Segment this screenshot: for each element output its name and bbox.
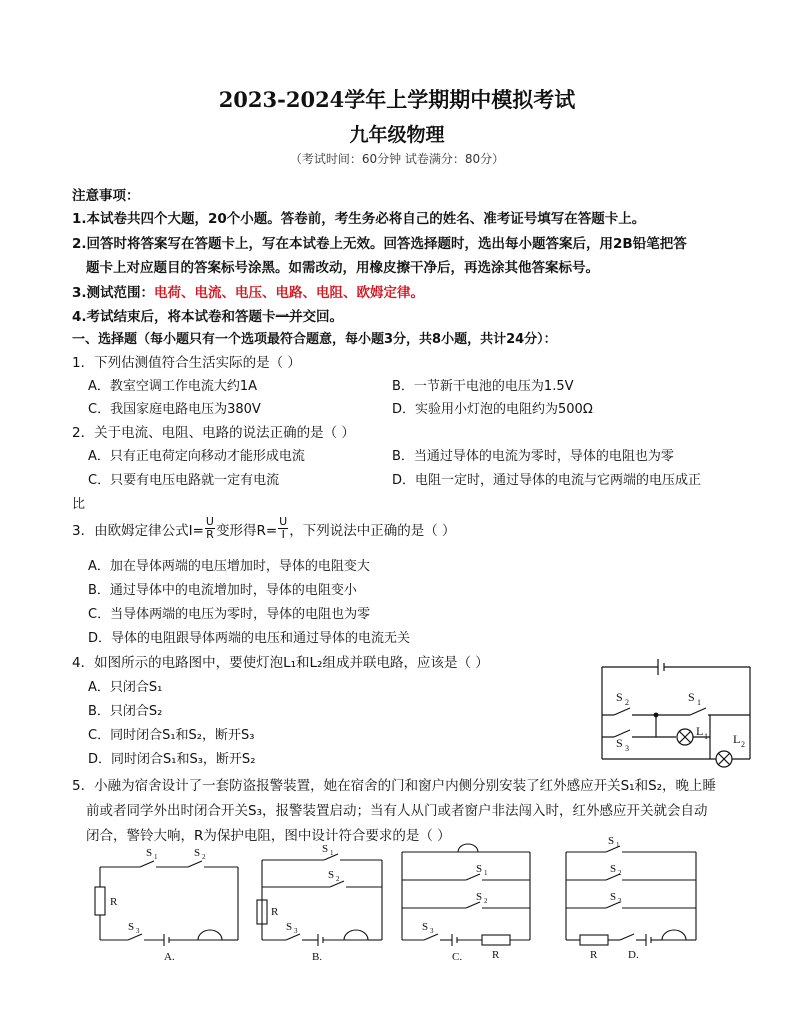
- fraction-2-denominator: I: [281, 528, 285, 541]
- fraction-1-denominator: R: [206, 528, 214, 541]
- q3-option-c: C．当导体两端的电压为零时，导体的电阻也为零: [88, 607, 371, 622]
- fig-a-s3: S: [128, 921, 135, 933]
- q4-option-a: A．只闭合S₁: [88, 680, 163, 695]
- fig-d-label: D.: [628, 949, 639, 961]
- fig-b-s1-sub: 1: [330, 849, 334, 857]
- q5-line-1: 5．小融为宿舍设计了一套防盗报警装置，她在宿舍的门和窗户内侧分别安装了红外感应开关S₁和S₂，晚上睡: [72, 778, 717, 794]
- notice-item-3: [72, 281, 424, 301]
- fig-b-s3-sub: 3: [294, 927, 298, 935]
- notice-item-4-start: 4.考试结束后，将本试卷和答题卡: [72, 309, 276, 325]
- q5-line-2: 前或者同学外出时闭合开关S₃，报警装置启动；当有人从门或者窗户非法闯入时，红外感应开关就会自动: [86, 803, 708, 819]
- fig-b-s1: S: [322, 843, 329, 855]
- label-s2: S: [616, 690, 623, 704]
- q2-option-d: D．电阻一定时，通过导体的电流与它两端的电压成正: [392, 473, 702, 488]
- q2-stem: 2．关于电流、电阻、电路的说法正确的是（ ）: [72, 425, 355, 441]
- label-s3-sub: 3: [625, 744, 629, 753]
- q3-stem-mid: 变形得R=: [215, 522, 278, 539]
- section-heading: 一、选择题（每小题只有一个选项最符合题意，每小题3分，共8小题，共计24分）：: [72, 332, 557, 347]
- fraction-1-numerator: U: [205, 515, 214, 528]
- fig-d-s2-sub: 2: [618, 869, 622, 877]
- ohm-fraction-2: [278, 516, 288, 541]
- figure-d: [566, 846, 696, 946]
- fig-b-s2-sub: 2: [336, 875, 340, 883]
- exam-subject: 九年级物理: [349, 124, 445, 146]
- q3-option-a: A．加在导体两端的电压增加时，导体的电阻变大: [88, 559, 370, 574]
- figure-b: [257, 854, 382, 946]
- fig-c-s2: S: [476, 891, 483, 903]
- fig-b-s2: S: [328, 869, 335, 881]
- exam-title: 2023-2024学年上学期期中模拟考试: [218, 87, 576, 112]
- fig-a-r: R: [110, 896, 118, 908]
- q1-option-c: C．我国家庭电路电压为380V: [88, 402, 261, 417]
- q3-option-d: D．导体的电阻跟导体两端的电压和通过导体的电流无关: [88, 631, 411, 646]
- label-l2-sub: 2: [741, 740, 745, 749]
- fig-a-s2: S: [194, 847, 201, 859]
- fig-c-label: C.: [452, 951, 463, 963]
- fig-d-s3-sub: 3: [618, 897, 622, 905]
- fig-a-s1: S: [146, 847, 153, 859]
- label-s1: S: [688, 690, 695, 704]
- label-l1-sub: 1: [704, 732, 708, 741]
- label-l1: L: [696, 724, 704, 738]
- exam-info: （考试时间：60分钟 试卷满分：80分）: [289, 152, 505, 166]
- q4-stem: 4．如图所示的电路图中，要使灯泡L₁和L₂组成并联电路，应该是（ ）: [72, 655, 489, 671]
- q4-option-c: C．同时闭合S₁和S₂，断开S₃: [88, 728, 255, 743]
- q2-option-a: A．只有正电荷定向移动才能形成电流: [88, 449, 305, 464]
- fig-c-s3-sub: 3: [430, 927, 434, 935]
- q4-circuit-diagram: [590, 655, 760, 775]
- fig-a-s3-sub: 3: [136, 927, 140, 935]
- fig-c-s3: S: [422, 921, 429, 933]
- fig-a-s2-sub: 2: [202, 853, 206, 861]
- notice-item-1: 1.本试卷共四个大题，20个小题。答卷前，考生务必将自己的姓名、准考证号填写在答题卡上。: [72, 211, 646, 227]
- q1-stem: 1．下列估测值符合生活实际的是（ ）: [72, 355, 301, 371]
- ohm-fraction-1: [205, 516, 215, 541]
- label-l2: L: [733, 732, 741, 746]
- q3-stem: [72, 516, 456, 541]
- fraction-2-numerator: U: [279, 515, 288, 528]
- notice-item-4: [72, 305, 343, 325]
- q5-line-3: 闭合，警铃大响，R为保护电阻，图中设计符合要求的是（ ）: [86, 828, 451, 844]
- q1-option-d: D．实验用小灯泡的电阻约为500Ω: [392, 402, 593, 417]
- notice-item-2-line2: 题卡上对应题目的答案标号涂黑。如需改动，用橡皮擦干净后，再选涂其他答案标号。: [86, 260, 599, 276]
- q1-option-b: B．一节新干电池的电压为1.5V: [392, 379, 574, 394]
- fig-d-r: R: [590, 949, 598, 961]
- test-scope: 电荷、电流、电压、电路、电阻、欧姆定律。: [154, 285, 425, 301]
- fig-a-label: A.: [164, 951, 175, 963]
- fig-b-label: B.: [312, 951, 323, 963]
- q3-option-b: B．通过导体中的电流增加时，导体的电阻变小: [88, 583, 357, 598]
- notice-item-4-end: 交回。: [302, 309, 344, 325]
- notice-item-3-label: 3.测试范围：: [72, 285, 155, 301]
- q2-option-b: B．当通过导体的电流为零时，导体的电阻也为零: [392, 449, 674, 464]
- fig-d-s3: S: [610, 891, 617, 903]
- label-s2-sub: 2: [625, 698, 629, 707]
- q2-option-d-continued: 比: [72, 497, 86, 512]
- q3-stem-post: ，下列说法中正确的是（ ）: [289, 522, 456, 539]
- fig-a-s1-sub: 1: [154, 853, 158, 861]
- fig-c-s1-sub: 1: [484, 869, 488, 877]
- fig-b-s3: S: [286, 921, 293, 933]
- notice-item-4-strike: 一并: [275, 309, 303, 325]
- notice-item-2-line1: 2.回答时将答案写在答题卡上，写在本试卷上无效。回答选择题时，选出每小题答案后，用2B铅笔把答: [72, 236, 687, 252]
- label-s1-sub: 1: [697, 698, 701, 707]
- fig-d-s2: S: [610, 863, 617, 875]
- q4-option-d: D．同时闭合S₁和S₃，断开S₂: [88, 752, 256, 767]
- notice-heading: 注意事项：: [72, 188, 140, 204]
- q2-option-c: C．只要有电压电路就一定有电流: [88, 473, 280, 488]
- label-s3: S: [616, 736, 623, 750]
- fig-d-s1: S: [608, 835, 615, 847]
- q4-option-b: B．只闭合S₂: [88, 704, 163, 719]
- fig-c-s1: S: [476, 863, 483, 875]
- fig-b-r: R: [271, 906, 279, 918]
- fig-c-s2-sub: 2: [484, 897, 488, 905]
- fig-d-s1-sub: 1: [616, 841, 620, 849]
- q1-option-a: A．教室空调工作电流大约1A: [88, 379, 258, 394]
- q3-stem-pre: 3．由欧姆定律公式I=: [72, 522, 204, 539]
- fig-c-r: R: [492, 949, 500, 961]
